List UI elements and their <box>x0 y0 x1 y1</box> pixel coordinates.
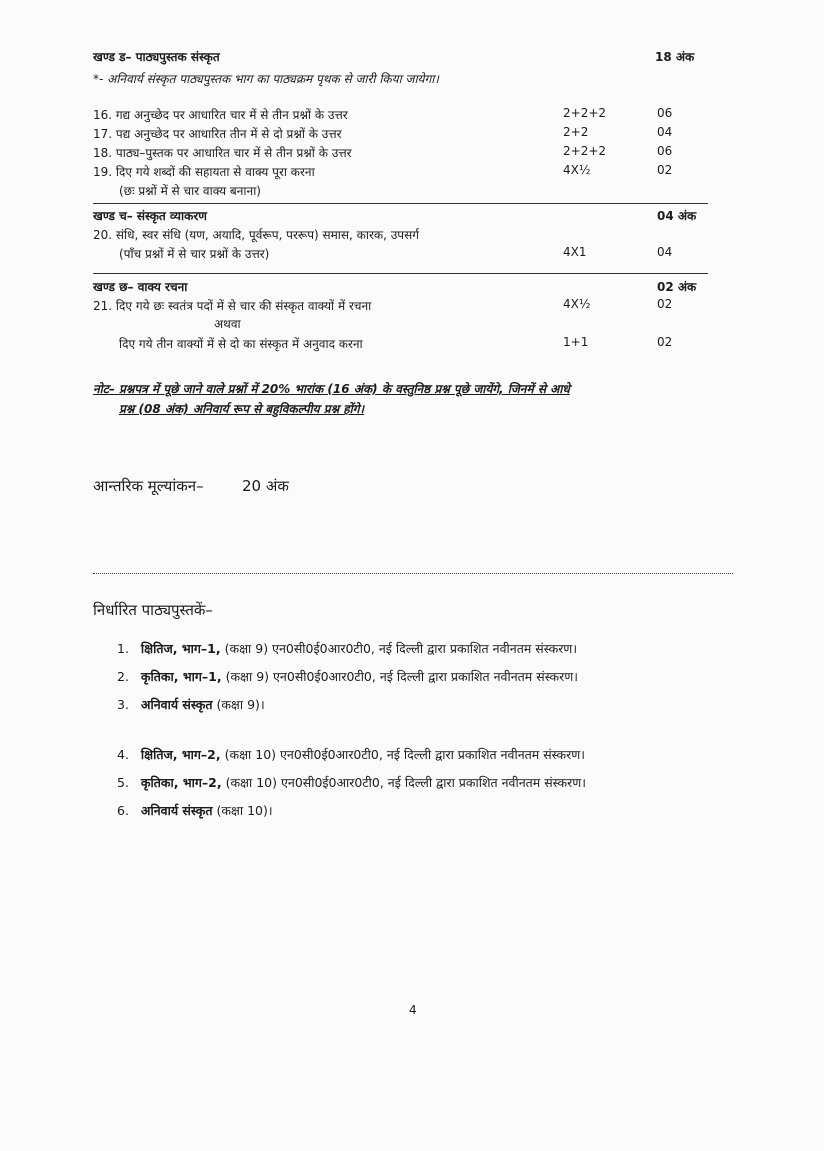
section-f-heading: खण्ड च– संस्कृत व्याकरण <box>93 209 207 223</box>
row-19-scheme: 4X½ <box>563 163 591 177</box>
book-item-2 <box>117 668 578 685</box>
alt-marks: 02 <box>657 335 673 349</box>
row-21-marks: 02 <box>657 297 673 311</box>
divider <box>93 203 708 204</box>
row-19-marks: 02 <box>657 163 673 177</box>
row-16-scheme: 2+2+2 <box>563 106 607 120</box>
section-e-marks: 18 अंक <box>655 50 695 64</box>
row-19-text: 19. दिए गये शब्दों की सहायता से वाक्य पूरा करना <box>93 165 315 179</box>
book-detail: (कक्षा 9) एन0सी0ई0आर0टी0, नई दिल्ली द्वारा प्रकाशित नवीनतम संस्करण। <box>220 641 578 656</box>
book-title: क्षितिज, भाग–1, <box>140 641 221 656</box>
row-21-text: 21. दिए गये छः स्वतंत्र पदों में से चार की संस्कृत वाक्यों में रचना <box>93 299 372 313</box>
book-title: कृतिका, भाग–1, <box>140 669 222 684</box>
row-18-marks: 06 <box>657 144 673 158</box>
page-number: 4 <box>409 1003 417 1017</box>
book-title: क्षितिज, भाग–2, <box>140 747 221 762</box>
row-16-text: 16. गद्य अनुच्छेद पर आधारित चार में से तीन प्रश्नों के उत्तर <box>93 108 348 122</box>
row-17-text: 17. पद्य अनुच्छेद पर आधारित तीन में से दो प्रश्नों के उत्तर <box>93 127 342 141</box>
section-e-heading: खण्ड ड– पाठ्यपुस्तक संस्कृत <box>93 50 220 64</box>
book-title: अनिवार्य संस्कृत <box>140 803 213 818</box>
row-20-marks: 04 <box>657 245 673 259</box>
row-21-scheme: 4X½ <box>563 297 591 311</box>
note-line-2: प्रश्न (08 अंक) अनिवार्य रूप से बहुविकल्पीय प्रश्न होंगे। <box>119 402 365 416</box>
row-19-sub: (छः प्रश्नों में से चार वाक्य बनाना) <box>119 184 261 198</box>
row-20-scheme: 4X1 <box>563 245 587 259</box>
alt-scheme: 1+1 <box>563 335 589 349</box>
dotted-separator <box>93 573 733 574</box>
section-g-heading: खण्ड छ– वाक्य रचना <box>93 280 188 294</box>
book-detail: (कक्षा 10) एन0सी0ई0आर0टी0, नई दिल्ली द्वारा प्रकाशित नवीनतम संस्करण। <box>221 775 587 790</box>
book-num: 1. <box>117 641 129 656</box>
books-heading: निर्धारित पाठ्यपुस्तकें– <box>93 601 213 619</box>
row-17-marks: 04 <box>657 125 673 139</box>
internal-marks: 20 अंक <box>242 477 289 495</box>
book-detail: (कक्षा 9) एन0सी0ई0आर0टी0, नई दिल्ली द्वारा प्रकाशित नवीनतम संस्करण। <box>221 669 579 684</box>
section-g-marks: 02 अंक <box>657 280 697 294</box>
or-label: अथवा <box>214 317 241 331</box>
section-e-note: *- अनिवार्य संस्कृत पाठ्यपुस्तक भाग का पाठ्यक्रम पृथक से जारी किया जायेगा। <box>93 72 439 86</box>
divider <box>93 273 708 274</box>
row-17-scheme: 2+2 <box>563 125 589 139</box>
row-18-scheme: 2+2+2 <box>563 144 607 158</box>
section-f-marks: 04 अंक <box>657 209 697 223</box>
row-16-marks: 06 <box>657 106 673 120</box>
book-item-1 <box>117 640 577 657</box>
row-20-text: 20. संधि, स्वर संधि (यण, अयादि, पूर्वरूप, पररूप) समास, कारक, उपसर्ग <box>93 228 419 242</box>
book-num: 3. <box>117 697 129 712</box>
book-num: 4. <box>117 747 129 762</box>
book-num: 6. <box>117 803 129 818</box>
note-line-1: नोट– प्रश्नपत्र में पूछे जाने वाले प्रश्नों में 20% भारांक (16 अंक) के वस्तुनिष्ठ प्रश्न पूछे जायेंगे, जिनमें से आधे <box>93 382 570 396</box>
book-title: अनिवार्य संस्कृत <box>140 697 213 712</box>
book-detail: (कक्षा 9)। <box>212 697 265 712</box>
book-detail: (कक्षा 10)। <box>212 803 273 818</box>
row-18-text: 18. पाठ्य–पुस्तक पर आधारित चार में से तीन प्रश्नों के उत्तर <box>93 146 352 160</box>
book-num: 2. <box>117 669 129 684</box>
book-item-3 <box>117 696 265 713</box>
book-num: 5. <box>117 775 129 790</box>
book-item-5 <box>117 774 586 791</box>
row-20-sub: (पाँच प्रश्नों में से चार प्रश्नों के उत्तर) <box>119 247 270 261</box>
book-detail: (कक्षा 10) एन0सी0ई0आर0टी0, नई दिल्ली द्वारा प्रकाशित नवीनतम संस्करण। <box>220 747 586 762</box>
book-item-4 <box>117 746 585 763</box>
book-item-6 <box>117 802 273 819</box>
alt-text: दिए गये तीन वाक्यों में से दो का संस्कृत में अनुवाद करना <box>119 337 363 351</box>
internal-label: आन्तरिक मूल्यांकन– <box>93 477 204 495</box>
book-title: कृतिका, भाग–2, <box>140 775 222 790</box>
